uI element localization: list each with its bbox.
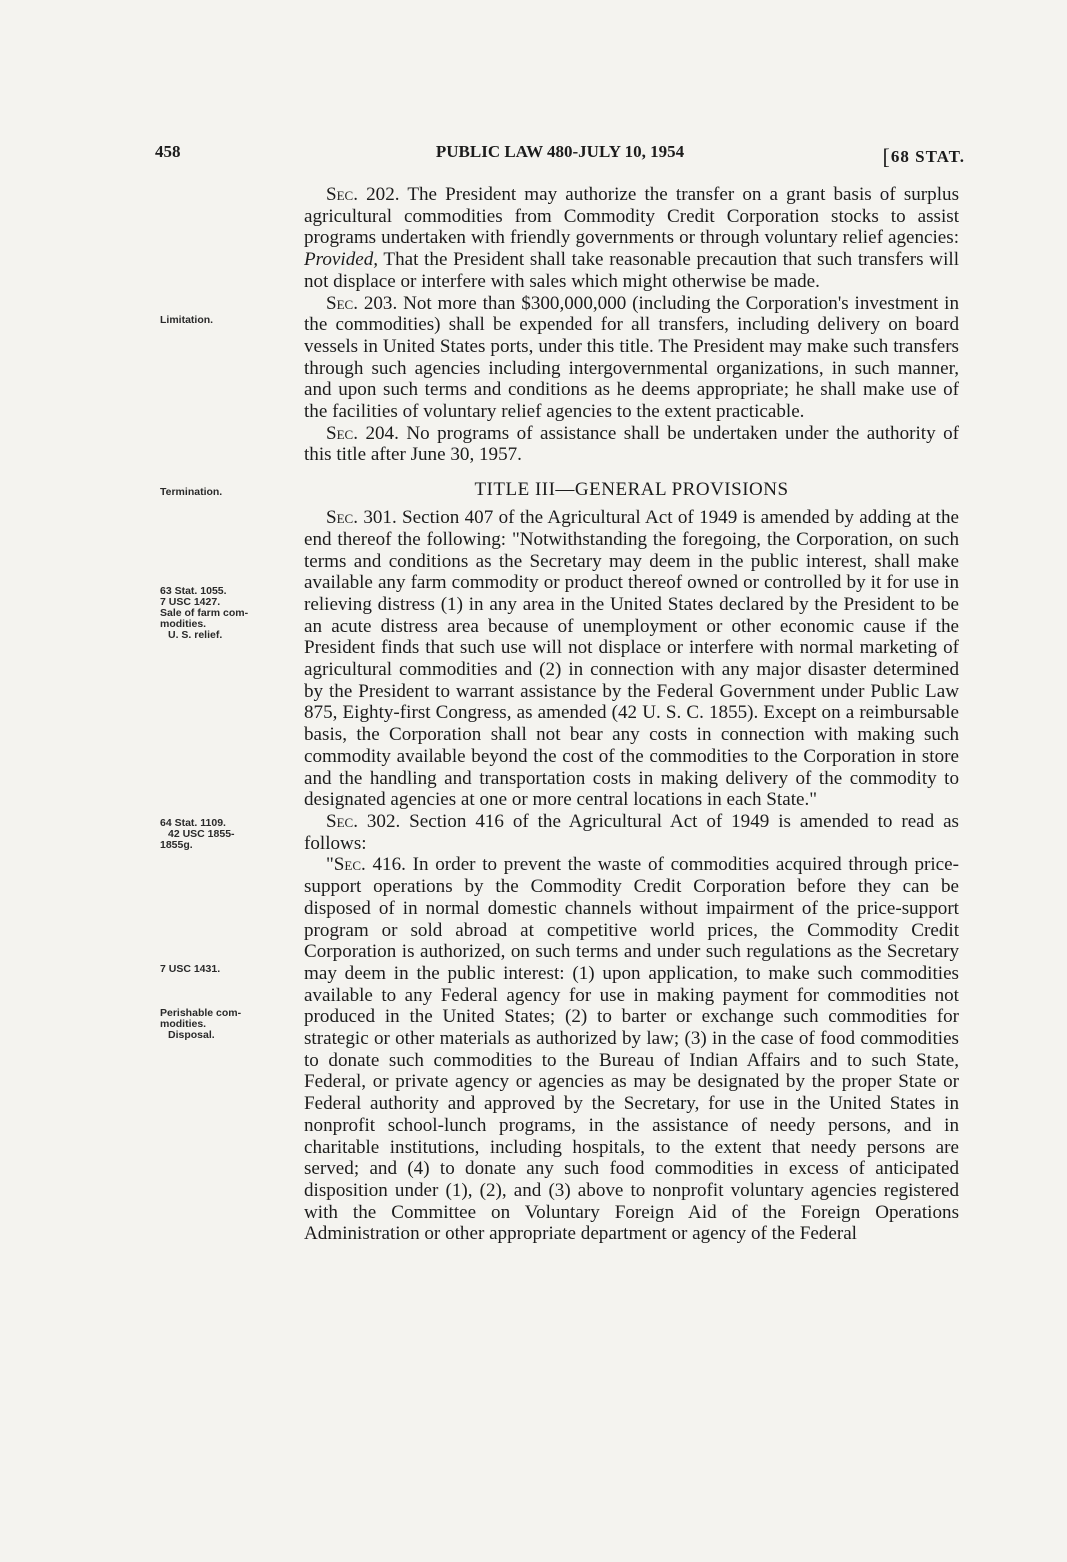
page-header: [155, 142, 965, 170]
margin-note-termination: Termination.: [160, 486, 223, 498]
margin-note-sec301: 63 Stat. 1055. 7 USC 1427. Sale of farm com- modities. U. S. relief.: [160, 585, 249, 641]
section-204: Sec. 204. No programs of assistance shall be undertaken under the authority of this title after June 30, 1957.: [304, 422, 959, 466]
body-text: [304, 184, 959, 1245]
section-202: Sec. 202. The President may authorize the transfer on a grant basis of surplus agricultural commodities from Commodity Credit Corporation stocks to assist programs undertaken with friendly governments or through voluntary relief agencies: Provided, That the President shall take reasonable precaution that such transfers will not displace or interfere with sales which might otherwise be made.: [304, 184, 959, 292]
statute-reference: [68 STAT.: [882, 144, 965, 169]
margin-note-7-usc-1431: 7 USC 1431.: [160, 963, 221, 975]
margin-note-64-stat: 64 Stat. 1109. 42 USC 1855- 1855g.: [160, 817, 235, 851]
statute-label: 68 STAT.: [890, 147, 965, 166]
section-302: Sec. 302. Section 416 of the Agricultural Act of 1949 is amended to read as follows:: [304, 810, 959, 854]
title-heading: TITLE III—GENERAL PROVISIONS: [474, 479, 789, 501]
section-203: Sec. 203. Not more than $300,000,000 (including the Corporation's investment in the commodities) shall be expended for all transfers, including delivery on board vessels in United States ports, under this title. The President may make such transfers through such agencies including intergovernmental organizations, in such manner, and upon such terms and conditions as he deems appropriate; he shall make use of the facilities of voluntary relief agencies to the extent practicable.: [304, 292, 959, 423]
page-title: PUBLIC LAW 480-JULY 10, 1954: [435, 142, 685, 161]
section-416: "Sec. 416. In order to prevent the waste of commodities acquired through price-support operations by the Commodity Credit Corporation before they can be disposed of in normal domestic channels without impairment of the price-support program or sold abroad at competitive world prices, the Commodity Credit Corporation is authorized, on such terms and under such regulations as the Secretary may deem in the public interest: (1) upon application, to make such commodities available to any Federal agency for use in making payment for commodities not produced in the United States; (2) to barter or exchange such commodities for strategic or other materials as authorized by law; (3) in the case of food commodities to donate such commodities to the Bureau of Indian Affairs and to such State, Federal, or private agency or agencies as may be designated by the proper State or Federal authority and approved by the Secretary, for use in the United States in nonprofit school-lunch programs, in the assistance of needy persons, and in charitable institutions, including hospitals, to the extent that needy persons are served; and (4) to donate any such food commodities in excess of anticipated disposition under (1), (2), and (3) above to nonprofit voluntary agencies registered with the Committee on Voluntary Foreign Aid of the Foreign Operations Administration or other appropriate department or agency of the Federal: [304, 854, 959, 1245]
section-301: Sec. 301. Section 407 of the Agricultural Act of 1949 is amended by adding at the end thereof the following: "Notwithstanding the foregoing, the Corporation, on such terms and conditions as the Secretary may deem in the public interest, shall make available any farm commodity or product thereof owned or controlled by it for use in relieving distress (1) in any area in the United States declared by the President to be an acute distress area because of unemployment or other economic cause if the President finds that such use will not displace or interfere with normal marketing of agricultural commodities and (2) in connection with any major disaster determined by the President to warrant assistance by the Federal Government under Public Law 875, Eighty-first Congress, as amended (42 U. S. C. 1855). Except on a reimbursable basis, the Corporation shall not bear any costs in connection with making such commodity available beyond the cost of the commodities to the Corporation in store and the handling and transportation costs in making delivery of the commodity to designated agencies at one or more central locations in each State.": [304, 507, 959, 811]
page-number: 458: [155, 142, 181, 161]
margin-note-limitation: Limitation.: [160, 314, 214, 326]
margin-note-perishable: Perishable com- modities. Disposal.: [160, 1007, 242, 1041]
